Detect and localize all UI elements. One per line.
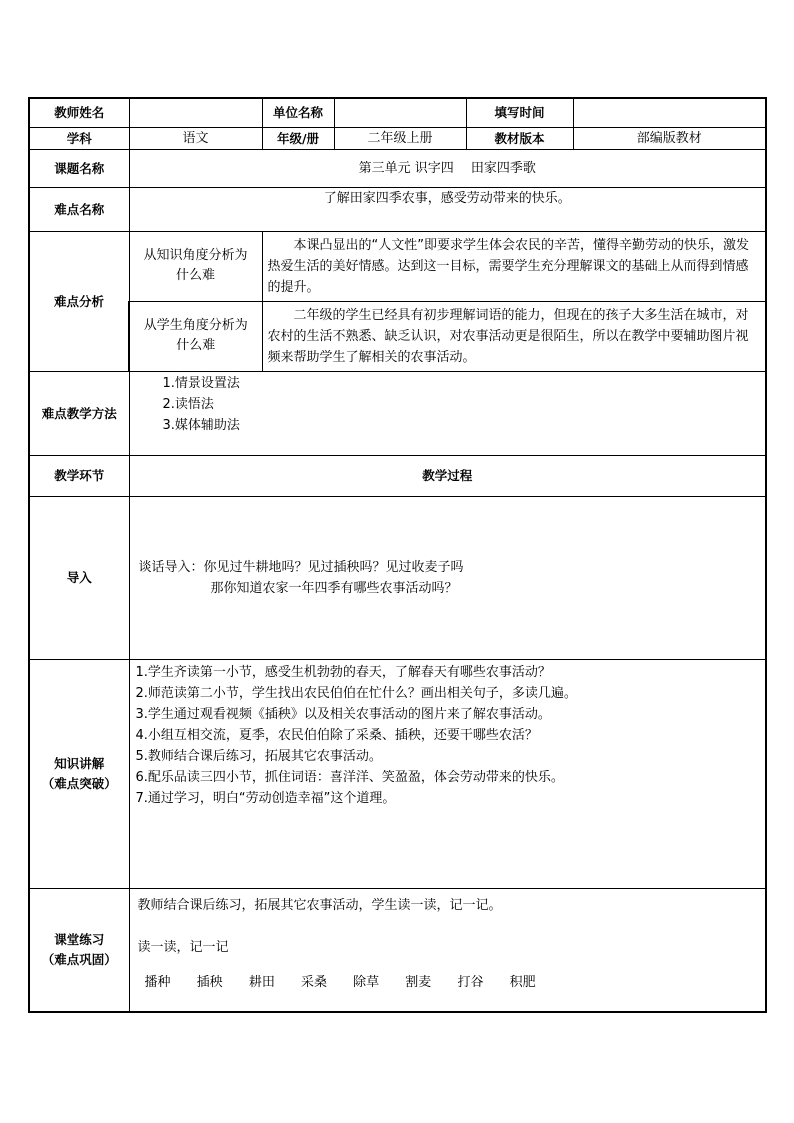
teacher-value [129, 98, 262, 127]
word-item: 除草 [353, 974, 380, 990]
knowledge-angle-label: 从知识角度分析为什么难 [129, 231, 262, 301]
subject-label: 学科 [29, 127, 129, 149]
stage-label: 教学环节 [29, 455, 129, 496]
intro-row [29, 496, 766, 659]
subject-value: 语文 [129, 127, 262, 149]
step-item: 1.学生齐读第一小节，感受生机勃勃的春天，了解春天有哪些农事活动？ [135, 664, 551, 680]
practice-line-1: 教师结合课后练习，拓展其它农事活动，学生读一读，记一记。 [137, 897, 502, 913]
lesson-title-label: 课题名称 [29, 149, 129, 187]
header-row-1 [29, 98, 766, 127]
word-item: 耕田 [248, 974, 275, 990]
date-value [573, 98, 766, 127]
knowledge-label [29, 659, 129, 888]
practice-label-line-1: 课堂练习 [54, 931, 105, 947]
step-item: 7.通过学习，明白“劳动创造幸福”这个道理。 [135, 790, 396, 806]
grade-value: 二年级上册 [334, 127, 466, 149]
difficulty-name-label: 难点名称 [29, 187, 129, 231]
method-item: 2.读悟法 [162, 396, 214, 412]
step-item: 2.师范读第二小节，学生找出农民伯伯在忙什么？画出相关句子，多读几遍。 [135, 685, 577, 701]
difficulty-name-value: 了解田家四季农事，感受劳动带来的快乐。 [129, 187, 766, 231]
unit-value [334, 98, 466, 127]
edition-value: 部编版教材 [573, 127, 766, 149]
practice-label [29, 888, 129, 1012]
knowledge-label-line-1: 知识讲解 [54, 755, 105, 771]
header-row-2 [29, 127, 766, 149]
method-item: 3.媒体辅助法 [162, 417, 240, 433]
edition-label: 教材版本 [466, 127, 573, 149]
student-angle-label: 从学生角度分析为什么难 [129, 301, 262, 371]
teacher-label: 教师姓名 [29, 98, 129, 127]
knowledge-row [29, 659, 766, 888]
lesson-title-row [29, 149, 766, 187]
word-item: 积肥 [509, 974, 536, 990]
lesson-plan-table [28, 97, 767, 1013]
difficulty-row [29, 187, 766, 231]
intro-line-1: 谈话导入：你见过牛耕地吗？见过插秧吗？见过收麦子吗 [138, 559, 464, 575]
methods-list [129, 371, 766, 455]
intro-line-2: 那你知道农家一年四季有哪些农事活动吗？ [210, 580, 458, 596]
process-label: 教学过程 [129, 455, 766, 496]
grade-label: 年级/册 [262, 127, 334, 149]
practice-words [138, 972, 758, 993]
methods-label: 难点教学方法 [29, 371, 129, 455]
practice-label-line-2: （难点巩固） [41, 951, 117, 967]
step-item: 6.配乐品读三四小节，抓住词语：喜洋洋、笑盈盈，体会劳动带来的快乐。 [135, 769, 564, 785]
practice-content [129, 888, 766, 1012]
step-item: 4.小组互相交流，夏季，农民伯伯除了采桑、插秧，还要干哪些农活？ [135, 727, 538, 743]
method-item: 1.情景设置法 [162, 375, 240, 391]
analysis-row-knowledge [29, 231, 766, 301]
analysis-row-student [29, 301, 766, 371]
word-item: 播种 [144, 974, 171, 990]
practice-row [29, 888, 766, 1012]
knowledge-steps [129, 659, 766, 888]
knowledge-angle-text: 本课凸显出的“人文性”即要求学生体会农民的辛苦，懂得辛勤劳动的快乐，激发热爱生活的美好情感。达到这一目标，需要学生充分理解课文的基础上从而得到情感的提升。 [262, 231, 766, 301]
word-item: 采桑 [300, 974, 327, 990]
date-label: 填写时间 [466, 98, 573, 127]
intro-label: 导入 [29, 496, 129, 659]
methods-row [29, 371, 766, 455]
practice-line-2: 读一读，记一记 [137, 939, 229, 955]
intro-content [129, 496, 766, 659]
word-item: 打谷 [457, 974, 484, 990]
word-item: 割麦 [405, 974, 432, 990]
word-item: 插秧 [196, 974, 223, 990]
step-item: 5.教师结合课后练习，拓展其它农事活动。 [135, 748, 382, 764]
analysis-label: 难点分析 [29, 231, 129, 371]
step-item: 3.学生通过观看视频《插秧》以及相关农事活动的图片来了解农事活动。 [135, 706, 551, 722]
process-header-row [29, 455, 766, 496]
knowledge-label-line-2: （难点突破） [41, 775, 117, 791]
unit-label: 单位名称 [262, 98, 334, 127]
lesson-title-value: 第三单元 识字四 田家四季歌 [129, 149, 766, 187]
student-angle-text: 二年级的学生已经具有初步理解词语的能力，但现在的孩子大多生活在城市，对农村的生活不熟悉、缺乏认识，对农事活动更是很陌生，所以在教学中要辅助图片视频来帮助学生了解相关的农事活动。 [262, 301, 766, 371]
